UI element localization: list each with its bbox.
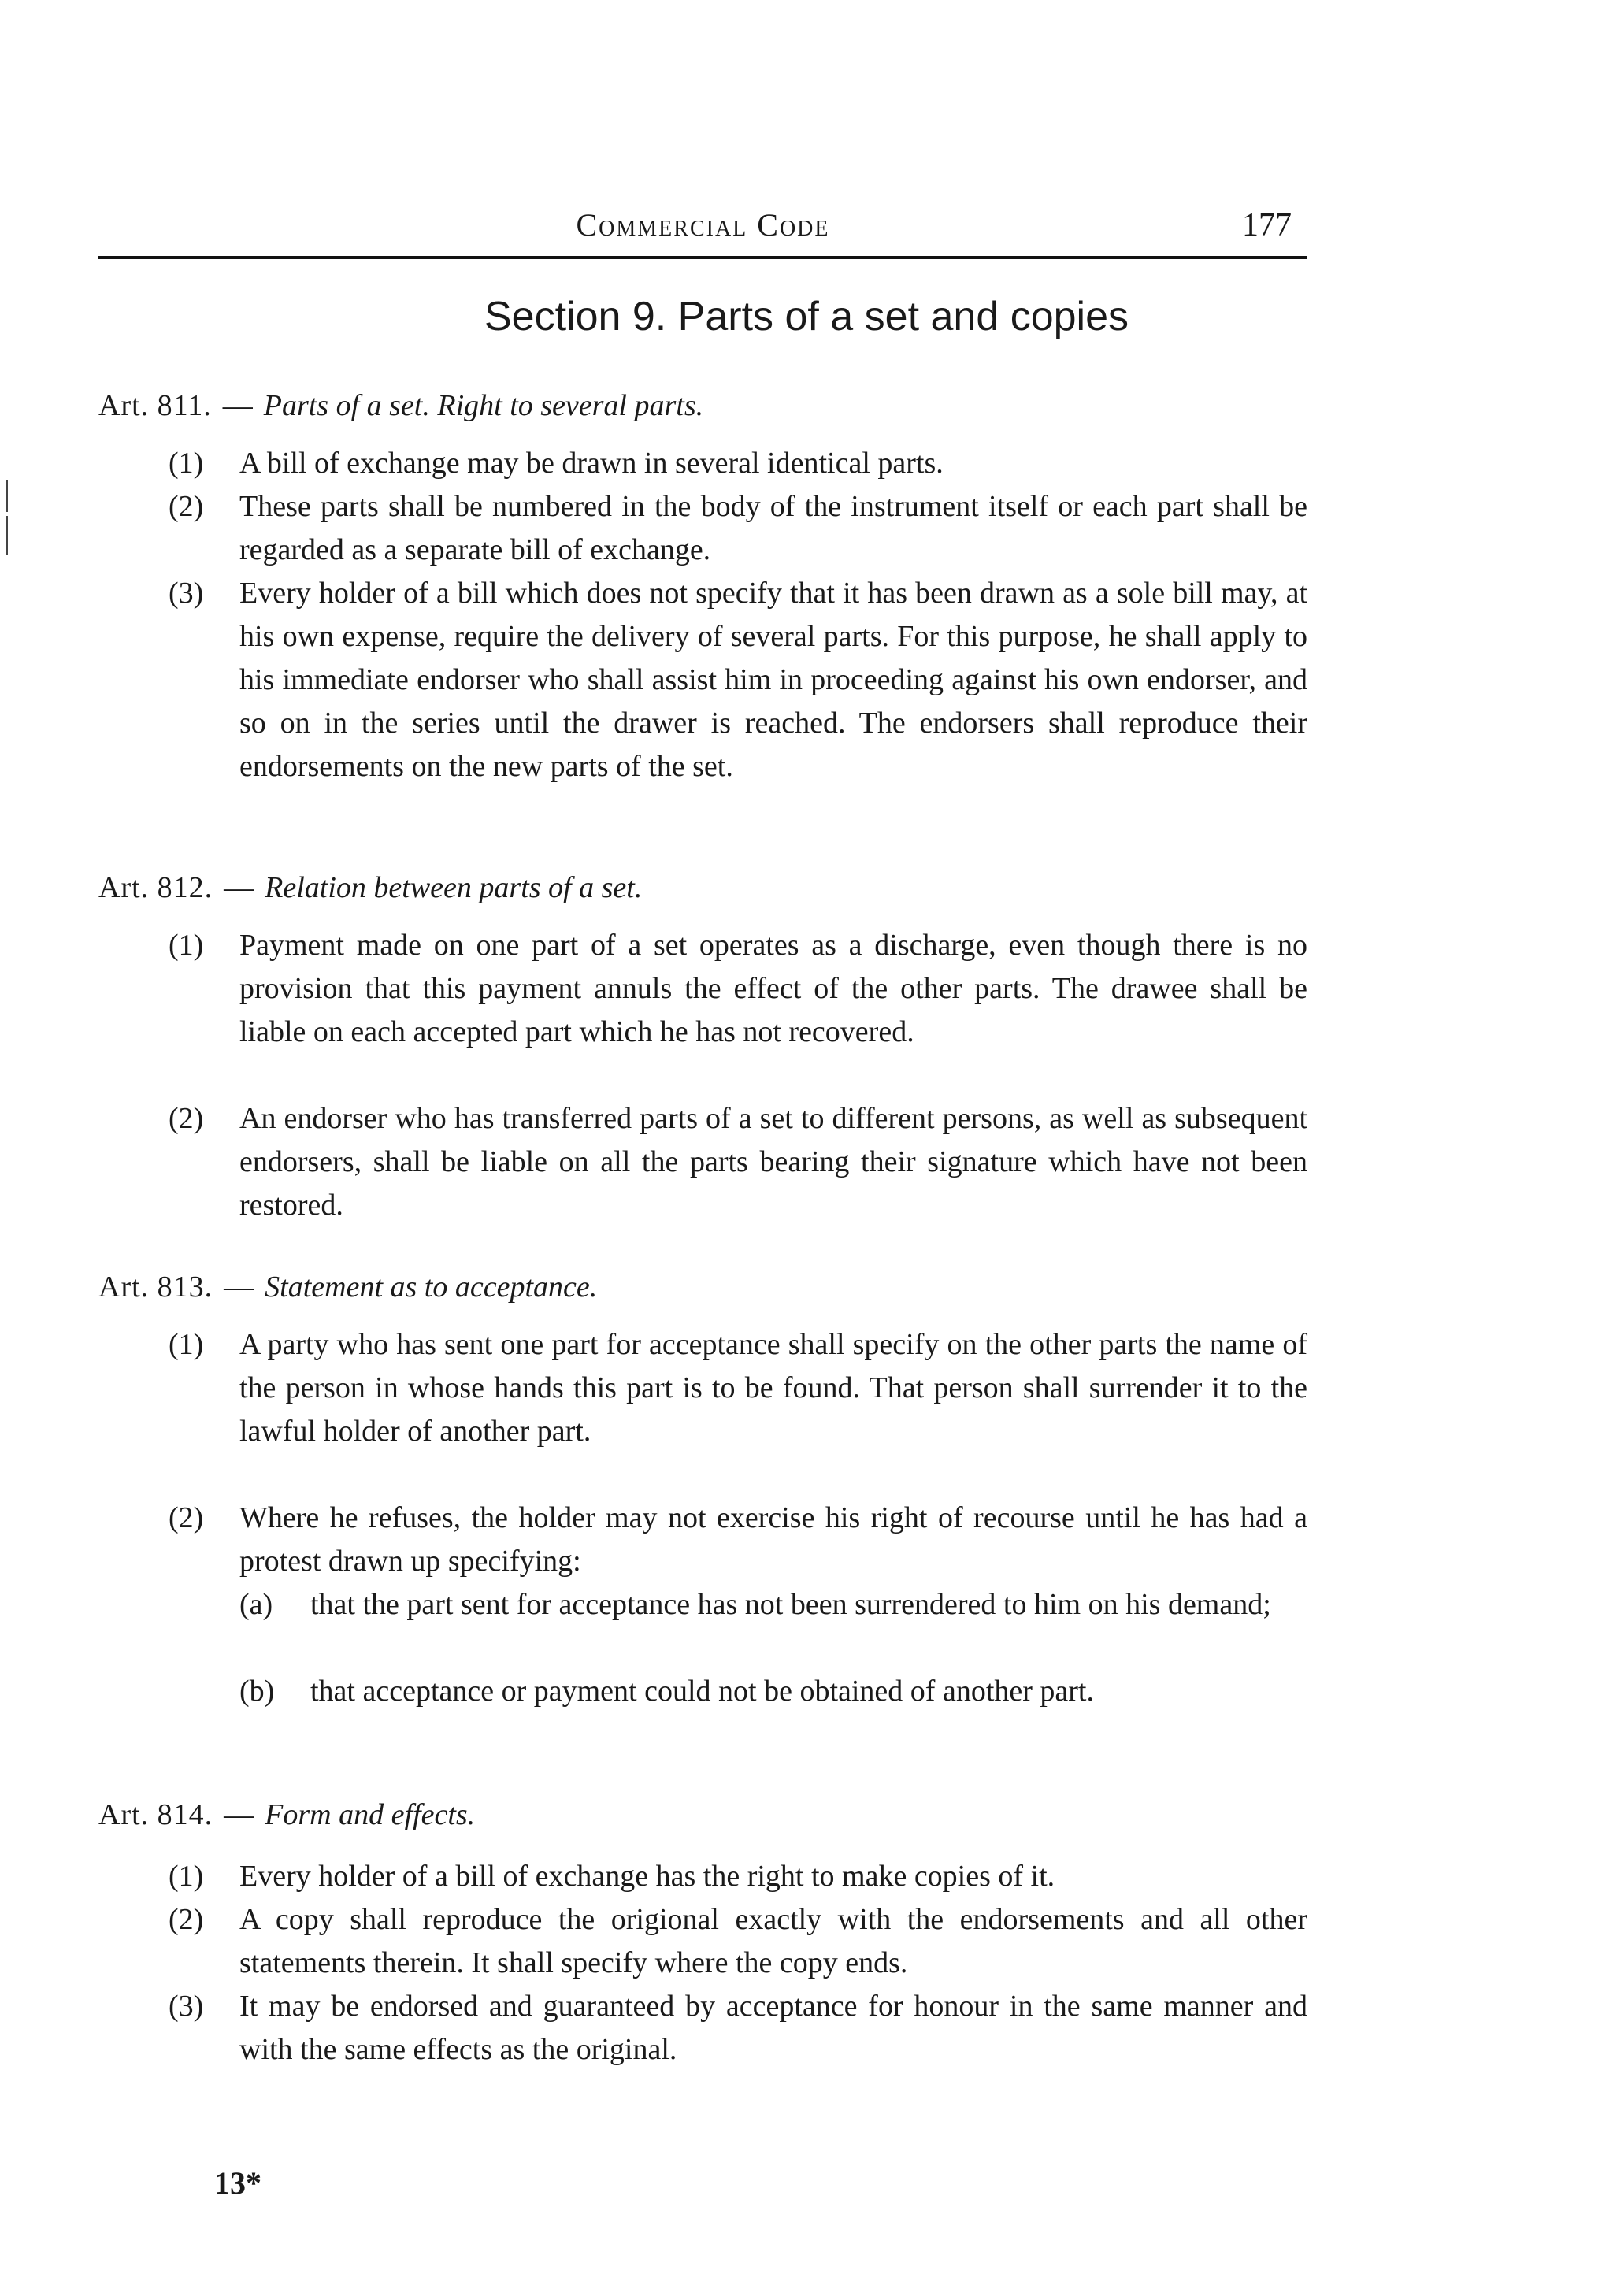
article-heading-812 (98, 870, 642, 905)
paragraph-text: An endorser who has transferred parts of a set to different persons, as well as subsequent endorsers, shall be liable on all the parts bearing their signature which have not been restored. (239, 1102, 1307, 1222)
subparagraph-text: that the part sent for acceptance has not been surrendered to him on his demand; (310, 1588, 1271, 1621)
article-number: Art. 814. (98, 1798, 213, 1831)
article-heading-813 (98, 1270, 597, 1304)
paragraph-811-2 (169, 485, 1307, 572)
paragraph-number: (3) (169, 577, 204, 610)
paragraph-number: (2) (169, 490, 204, 523)
paragraph-number: (2) (169, 1903, 204, 1936)
article-title: Parts of a set. Right to several parts. (263, 389, 704, 422)
article-dash: — (222, 389, 253, 422)
paragraph-text: A bill of exchange may be drawn in several identical parts. (239, 447, 944, 480)
paragraph-811-3 (169, 572, 1307, 788)
paragraph-814-1 (169, 1855, 1307, 1898)
article-number: Art. 813. (98, 1270, 213, 1304)
article-dash: — (224, 1270, 254, 1304)
article-title: Relation between parts of a set. (265, 871, 643, 904)
paragraph-number: (3) (169, 1990, 204, 2023)
paragraph-813-1 (169, 1323, 1307, 1453)
paragraph-text: These parts shall be numbered in the body of the instrument itself or each part shall be regarded as a separate bill of exchange. (239, 490, 1307, 566)
paragraph-text: Every holder of a bill of exchange has the right to make copies of it. (239, 1860, 1055, 1893)
paragraph-812-1 (169, 924, 1307, 1054)
paragraph-814-3 (169, 1985, 1307, 2072)
paragraph-text: Where he refuses, the holder may not exercise his right of recourse until he has had a protest drawn up specifying: (239, 1501, 1307, 1578)
paragraph-number: (1) (169, 447, 204, 480)
paragraph-text: A copy shall reproduce the origional exactly with the endorsements and all other statements therein. It shall specify where the copy ends. (239, 1903, 1307, 1979)
page-number: 177 (1242, 207, 1292, 243)
article-heading-814 (98, 1797, 475, 1832)
paragraph-text: Every holder of a bill which does not specify that it has been drawn as a sole bill may, at his own expense, require the delivery of several parts. For this purpose, he shall apply to his immediate endorser who shall assist him in proceeding against his own endorser, and so on in the series until the drawer is reached. The endorsers shall reproduce their endorsements on the new parts of the set. (239, 577, 1307, 783)
running-title: Commercial Code (576, 207, 830, 243)
article-dash: — (224, 1798, 254, 1831)
paragraph-812-2 (169, 1097, 1307, 1227)
section-title: Section 9. Parts of a set and copies (484, 294, 1129, 339)
paragraph-number: (2) (169, 1102, 204, 1135)
scan-margin-mark (6, 516, 8, 555)
paragraph-814-2 (169, 1898, 1307, 1985)
paragraph-text: It may be endorsed and guaranteed by acceptance for honour in the same manner and with the same effects as the original. (239, 1990, 1307, 2066)
paragraph-text: Payment made on one part of a set operates as a discharge, even though there is no provision that this payment annuls the effect of the other parts. The drawee shall be liable on each accepted part which he has not recovered. (239, 929, 1307, 1048)
subparagraph-letter: (a) (239, 1588, 273, 1621)
article-heading-811 (98, 388, 703, 423)
article-title: Form and effects. (265, 1798, 476, 1831)
paragraph-text: A party who has sent one part for acceptance shall specify on the other parts the name of the person in whose hands this part is to be found. That person shall surrender it to the lawful holder of another part. (239, 1328, 1307, 1448)
paragraph-number: (1) (169, 929, 204, 962)
paragraph-813-2 (169, 1497, 1307, 1583)
header-rule (98, 256, 1307, 259)
subparagraph-813-2-b (239, 1670, 1307, 1713)
scan-margin-mark (6, 480, 8, 512)
subparagraph-letter: (b) (239, 1675, 275, 1708)
subparagraph-text: that acceptance or payment could not be obtained of another part. (310, 1675, 1094, 1708)
paragraph-number: (1) (169, 1860, 204, 1893)
running-header (98, 206, 1307, 246)
paragraph-811-1 (169, 442, 1307, 485)
signature-mark: 13* (214, 2165, 261, 2201)
article-title: Statement as to acceptance. (265, 1270, 598, 1304)
subparagraph-813-2-a (239, 1583, 1307, 1626)
article-number: Art. 812. (98, 871, 213, 904)
paragraph-number: (2) (169, 1501, 204, 1534)
article-dash: — (224, 871, 254, 904)
paragraph-number: (1) (169, 1328, 204, 1361)
article-number: Art. 811. (98, 389, 212, 422)
